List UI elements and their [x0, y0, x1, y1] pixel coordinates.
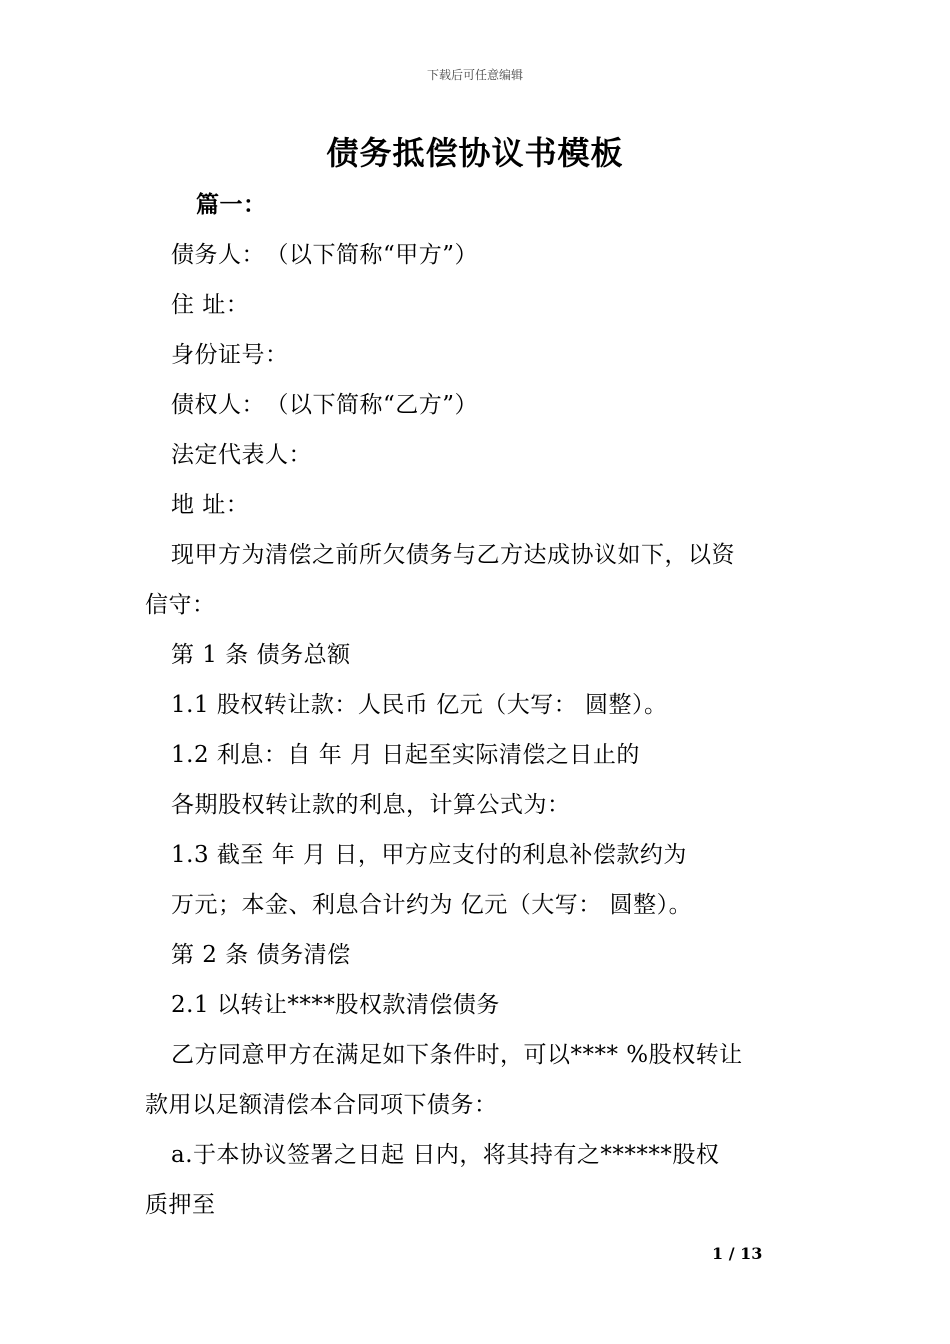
- clause-line: 2.1 以转让****股权款清偿债务: [171, 992, 500, 1018]
- clause-line: 1.2 利息：自 年 月 日起至实际清偿之日止的: [171, 742, 640, 768]
- paragraph-line: 质押至: [145, 1192, 216, 1218]
- document-title: 债务抵偿协议书模板: [326, 134, 624, 172]
- paragraph-line: 现甲方为清偿之前所欠债务与乙方达成协议如下，以资: [171, 542, 735, 568]
- section-label: 篇一：: [196, 191, 267, 218]
- creditor-address-line: 地 址：: [171, 492, 250, 518]
- clause-line: 万元；本金、利息合计约为 亿元（大写： 圆整）。: [171, 892, 693, 918]
- clause-line: 各期股权转让款的利息，计算公式为：: [171, 792, 571, 818]
- paragraph-line: 款用以足额清偿本合同项下债务：: [145, 1092, 498, 1118]
- clause-line: 1.1 股权转让款：人民币 亿元（大写： 圆整）。: [171, 692, 668, 718]
- id-number-line: 身份证号：: [171, 342, 289, 368]
- paragraph-line: 乙方同意甲方在满足如下条件时，可以**** %股权转让: [171, 1042, 743, 1068]
- debtor-line: 债务人： （以下简称“甲方”）: [171, 242, 479, 268]
- address-line: 住 址：: [171, 292, 250, 318]
- article-heading: 第 2 条 债务清偿: [171, 942, 351, 968]
- legal-rep-line: 法定代表人：: [171, 442, 312, 468]
- clause-line: 1.3 截至 年 月 日，甲方应支付的利息补偿款约为: [171, 842, 687, 868]
- paragraph-line: a.于本协议签署之日起 日内，将其持有之******股权: [171, 1142, 720, 1168]
- creditor-line: 债权人： （以下简称“乙方”）: [171, 392, 479, 418]
- paragraph-line: 信守：: [145, 592, 216, 618]
- page-number: 1 / 13: [712, 1244, 763, 1263]
- article-heading: 第 1 条 债务总额: [171, 642, 351, 668]
- header-note: 下载后可任意编辑: [426, 68, 523, 82]
